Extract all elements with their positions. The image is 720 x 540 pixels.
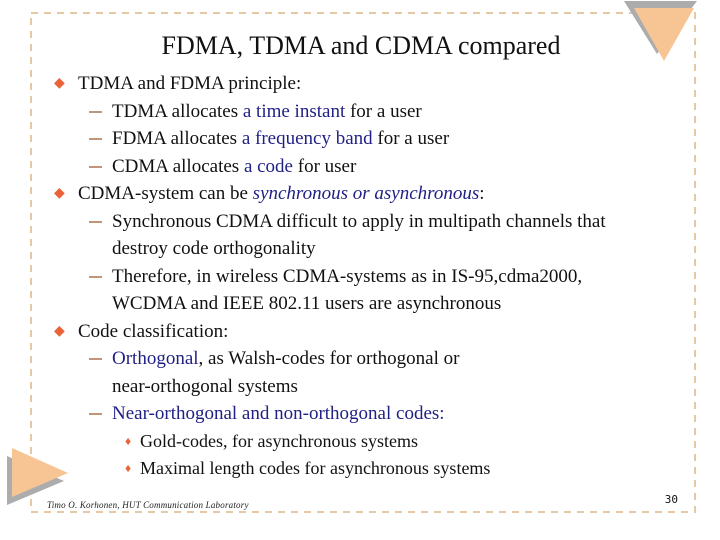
text-segment: : [479, 183, 485, 204]
text-segment: a code [243, 155, 293, 177]
text-segment: Gold-codes, for asynchronous systems [140, 430, 418, 451]
text-segment: TDMA allocates [112, 100, 243, 122]
bullet-item [30, 263, 696, 318]
dash-bullet-icon [89, 276, 102, 278]
text-segment: synchronous or asynchronous [252, 183, 480, 204]
text-segment: near-orthogonal systems [112, 375, 298, 397]
text-line [78, 180, 696, 208]
bullet-item [30, 153, 696, 181]
bullet-item [30, 345, 696, 400]
text-segment: WCDMA and IEEE 802.11 users are asynchronous [112, 293, 502, 314]
footer-text: Timo O. Korhonen, HUT Communication Laboratory [47, 500, 249, 510]
text-segment: CDMA-system can be [78, 183, 253, 204]
small-diamond-bullet-icon: ♦ [125, 433, 132, 448]
text-segment: Therefore, in wireless CDMA-systems as in IS-95,cdma2000, [112, 265, 583, 287]
text-segment: Near-orthogonal and non-orthogonal codes: [112, 403, 445, 424]
text-segment: a frequency band [241, 128, 373, 149]
text-line [112, 235, 696, 263]
text-line [78, 70, 696, 98]
text-line [112, 290, 696, 318]
bullet-item [30, 208, 696, 263]
page-number: 30 [664, 493, 678, 506]
text-segment: CDMA allocates [112, 155, 244, 177]
bullet-item [30, 400, 696, 428]
text-segment: Synchronous CDMA difficult to apply in multipath channels that [112, 210, 606, 232]
dash-bullet-icon [89, 221, 102, 223]
text-line [112, 125, 696, 153]
text-line [112, 98, 696, 126]
bullet-item [30, 180, 696, 208]
diamond-bullet-icon: ◆ [54, 186, 65, 201]
dash-bullet-icon [89, 358, 102, 360]
text-segment: for user [293, 155, 357, 177]
text-line [112, 263, 696, 291]
text-segment: a time instant [242, 100, 346, 122]
diamond-bullet-icon: ◆ [54, 76, 65, 91]
text-segment: Code classification: [78, 320, 229, 342]
text-line [112, 373, 696, 401]
text-segment: FDMA allocates [112, 128, 242, 149]
dash-bullet-icon [89, 138, 102, 140]
dash-bullet-icon [89, 111, 102, 113]
slide-title: FDMA, TDMA and CDMA compared [161, 31, 561, 60]
slide-body [30, 70, 696, 483]
dash-bullet-icon [89, 166, 102, 168]
bullet-item [30, 455, 696, 483]
bullet-item [30, 428, 696, 456]
text-line [140, 428, 696, 456]
text-segment: destroy code orthogonality [112, 238, 316, 259]
bullet-item [30, 70, 696, 98]
bullet-item [30, 318, 696, 346]
diamond-bullet-icon: ◆ [54, 323, 65, 339]
text-line [112, 153, 696, 181]
text-segment: , as Walsh-codes for orthogonal or [198, 348, 460, 369]
text-segment: Orthogonal [112, 348, 199, 369]
text-segment: for a user [372, 128, 450, 149]
bullet-item [30, 125, 696, 153]
text-line [78, 318, 696, 346]
dash-bullet-icon [89, 413, 102, 415]
text-line [112, 345, 696, 373]
text-segment: TDMA and FDMA principle: [78, 73, 302, 94]
text-line [112, 400, 696, 428]
text-segment: for a user [345, 100, 422, 122]
small-diamond-bullet-icon: ♦ [125, 461, 132, 475]
text-line [140, 455, 696, 483]
text-line [112, 208, 696, 236]
bullet-item [30, 98, 696, 126]
text-segment: Maximal length codes for asynchronous systems [140, 458, 491, 478]
